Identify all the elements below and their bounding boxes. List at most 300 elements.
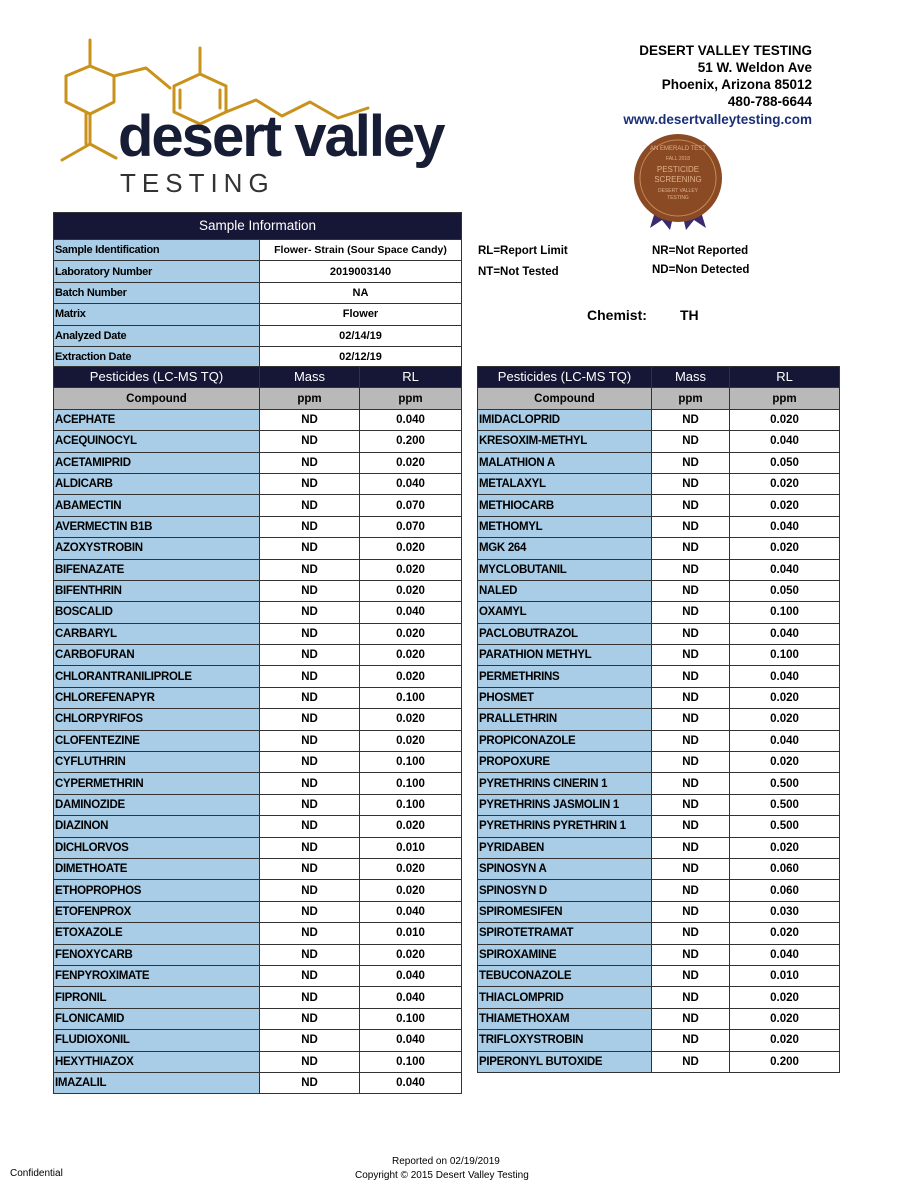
table-row [54,752,462,773]
compound-name: CHLOREFENAPYR [54,687,260,708]
rl-value: 0.100 [360,752,462,773]
compound-name: FIPRONIL [54,987,260,1008]
compound-name: NALED [478,580,652,601]
mass-value: ND [652,516,730,537]
mass-value: ND [652,409,730,430]
compound-name: ACETAMIPRID [54,452,260,473]
table-row [54,666,462,687]
logo-wordmark: desert valley [118,104,444,169]
chemist-value: TH [680,307,699,323]
mass-value: ND [260,666,360,687]
mass-value: ND [652,473,730,494]
mass-value: ND [652,495,730,516]
mass-value: ND [652,880,730,901]
rl-value: 0.020 [730,409,840,430]
mass-value: ND [260,880,360,901]
table-row [478,473,840,494]
rl-value: 0.020 [360,709,462,730]
sample-id-value: Flower- Strain (Sour Space Candy) [260,240,462,261]
rl-unit: ppm [360,388,462,409]
rl-value: 0.020 [730,473,840,494]
table-row [54,709,462,730]
rl-value: 0.020 [360,623,462,644]
compound-name: CLOFENTEZINE [54,730,260,751]
table-row [54,1072,462,1093]
rl-value: 0.020 [730,1030,840,1051]
rl-value: 0.010 [360,837,462,858]
mass-value: ND [652,709,730,730]
rl-value: 0.040 [730,559,840,580]
mass-value: ND [260,837,360,858]
compound-name: PRALLETHRIN [478,709,652,730]
rl-value: 0.070 [360,495,462,516]
rl-value: 0.100 [360,1008,462,1029]
rl-header: RL [730,367,840,388]
table-row [478,837,840,858]
logo-subtitle: TESTING [120,168,275,198]
compound-name: SPIROMESIFEN [478,901,652,922]
table-row [478,752,840,773]
rl-value: 0.020 [360,645,462,666]
mass-value: ND [652,452,730,473]
matrix-value: Flower [260,304,462,325]
table-row [54,965,462,986]
table-row [54,623,462,644]
compound-name: PYRIDABEN [478,837,652,858]
compound-name: FLONICAMID [54,1008,260,1029]
rl-value: 0.020 [360,452,462,473]
mass-value: ND [260,773,360,794]
lab-name: DESERT VALLEY TESTING [639,43,812,58]
mass-value: ND [652,752,730,773]
compound-name: TRIFLOXYSTROBIN [478,1030,652,1051]
table-row [478,431,840,452]
rl-value: 0.020 [730,1008,840,1029]
mass-value: ND [652,837,730,858]
rl-value: 0.010 [730,965,840,986]
table-row [54,858,462,879]
table-row [478,538,840,559]
table-row [54,495,462,516]
compound-name: PYRETHRINS JASMOLIN 1 [478,794,652,815]
mass-value: ND [260,816,360,837]
mass-value: ND [260,473,360,494]
compound-name: CHLORPYRIFOS [54,709,260,730]
table-row [478,1008,840,1029]
compound-name: PHOSMET [478,687,652,708]
table-row [54,516,462,537]
mass-value: ND [652,901,730,922]
mass-value: ND [652,602,730,623]
rl-value: 0.020 [360,580,462,601]
mass-value: ND [260,452,360,473]
analyzed-date-label: Analyzed Date [54,325,260,346]
analyzed-date-value: 02/14/19 [260,325,462,346]
rl-value: 0.100 [730,602,840,623]
table-row [478,794,840,815]
rl-value: 0.020 [360,559,462,580]
extraction-date-label: Extraction Date [54,346,260,367]
mass-value: ND [260,965,360,986]
mass-value: ND [260,687,360,708]
rl-value: 0.100 [360,794,462,815]
compound-name: MALATHION A [478,452,652,473]
compound-name: PYRETHRINS CINERIN 1 [478,773,652,794]
table-row [54,773,462,794]
rl-value: 0.500 [730,773,840,794]
mass-value: ND [260,516,360,537]
compound-name: OXAMYL [478,602,652,623]
mass-value: ND [260,709,360,730]
compound-name: DICHLORVOS [54,837,260,858]
mass-unit: ppm [652,388,730,409]
compound-name: CARBARYL [54,623,260,644]
rl-value: 0.020 [360,730,462,751]
table-row [54,409,462,430]
lab-website-link[interactable]: www.desertvalleytesting.com [623,112,812,127]
compound-name: PIPERONYL BUTOXIDE [478,1051,652,1072]
table-row [478,409,840,430]
seal-line: SCREENING [654,175,702,184]
rl-header: RL [360,367,462,388]
compound-name: SPINOSYN A [478,858,652,879]
table-row [54,837,462,858]
compound-name: ALDICARB [54,473,260,494]
mass-value: ND [652,1051,730,1072]
legend-nd: ND=Non Detected [652,264,750,276]
table-row [54,602,462,623]
mass-value: ND [652,773,730,794]
compound-name: CYFLUTHRIN [54,752,260,773]
rl-value: 0.020 [730,709,840,730]
compound-name: SPIROTETRAMAT [478,923,652,944]
rl-value: 0.020 [730,987,840,1008]
mass-value: ND [652,858,730,879]
rl-value: 0.020 [360,816,462,837]
rl-value: 0.020 [360,880,462,901]
table-row [54,431,462,452]
chemist-label: Chemist: [587,307,647,323]
table-row [54,944,462,965]
rl-value: 0.020 [360,666,462,687]
mass-value: ND [260,580,360,601]
mass-unit: ppm [260,388,360,409]
table-row [478,901,840,922]
mass-value: ND [260,409,360,430]
sample-id-label: Sample Identification [54,240,260,261]
rl-value: 0.040 [730,944,840,965]
batch-number-value: NA [260,282,462,303]
rl-value: 0.500 [730,816,840,837]
rl-unit: ppm [730,388,840,409]
mass-value: ND [260,858,360,879]
rl-value: 0.500 [730,794,840,815]
compound-name: METHIOCARB [478,495,652,516]
rl-value: 0.050 [730,580,840,601]
rl-value: 0.010 [360,923,462,944]
table-row [54,580,462,601]
rl-value: 0.040 [360,1030,462,1051]
table-row [478,645,840,666]
mass-value: ND [260,730,360,751]
mass-value: ND [652,965,730,986]
mass-value: ND [260,431,360,452]
seal-line: PESTICIDE [656,165,700,174]
compound-name: THIAMETHOXAM [478,1008,652,1029]
mass-value: ND [652,1030,730,1051]
seal-line: AN EMERALD TEST [650,146,706,152]
mass-value: ND [260,623,360,644]
table-row [478,623,840,644]
table-row [54,473,462,494]
compound-name: ETOFENPROX [54,901,260,922]
table-row [478,602,840,623]
table-row [54,794,462,815]
rl-value: 0.100 [360,773,462,794]
mass-value: ND [652,1008,730,1029]
pesticides-table-right [477,366,840,1073]
compound-name: ETHOPROPHOS [54,880,260,901]
table-title: Pesticides (LC-MS TQ) [478,367,652,388]
rl-value: 0.040 [360,965,462,986]
table-row [54,1008,462,1029]
compound-name: BIFENTHRIN [54,580,260,601]
table-row [478,923,840,944]
mass-value: ND [260,1072,360,1093]
mass-value: ND [260,495,360,516]
rl-value: 0.020 [730,538,840,559]
mass-value: ND [260,538,360,559]
mass-header: Mass [260,367,360,388]
table-row [54,687,462,708]
rl-value: 0.040 [730,431,840,452]
table-row [54,645,462,666]
mass-value: ND [652,816,730,837]
compound-name: IMAZALIL [54,1072,260,1093]
compound-name: SPINOSYN D [478,880,652,901]
table-row [478,730,840,751]
compound-name: TEBUCONAZOLE [478,965,652,986]
table-row [478,1051,840,1072]
mass-value: ND [260,1008,360,1029]
rl-value: 0.020 [730,752,840,773]
table-row [478,559,840,580]
table-row [54,816,462,837]
pesticide-screening-seal-icon [628,132,728,232]
table-row [478,858,840,879]
mass-value: ND [652,623,730,644]
table-row [54,730,462,751]
table-row [478,452,840,473]
rl-value: 0.020 [360,538,462,559]
rl-value: 0.020 [730,837,840,858]
pesticides-table-left [53,366,462,1094]
rl-value: 0.040 [730,730,840,751]
extraction-date-value: 02/12/19 [260,346,462,367]
mass-value: ND [652,559,730,580]
compound-name: DIMETHOATE [54,858,260,879]
rl-value: 0.040 [730,666,840,687]
rl-value: 0.040 [360,901,462,922]
table-title: Pesticides (LC-MS TQ) [54,367,260,388]
table-row [478,1030,840,1051]
rl-value: 0.040 [360,1072,462,1093]
rl-value: 0.020 [730,923,840,944]
rl-value: 0.200 [360,431,462,452]
rl-value: 0.040 [360,987,462,1008]
table-row [54,538,462,559]
matrix-label: Matrix [54,304,260,325]
table-row [478,944,840,965]
compound-name: AZOXYSTROBIN [54,538,260,559]
compound-name: METALAXYL [478,473,652,494]
table-row [54,559,462,580]
mass-header: Mass [652,367,730,388]
compound-name: DAMINOZIDE [54,794,260,815]
rl-value: 0.020 [730,687,840,708]
rl-value: 0.030 [730,901,840,922]
compound-name: DIAZINON [54,816,260,837]
compound-name: SPIROXAMINE [478,944,652,965]
rl-value: 0.100 [360,687,462,708]
mass-value: ND [260,987,360,1008]
mass-value: ND [652,666,730,687]
compound-name: ACEQUINOCYL [54,431,260,452]
mass-value: ND [652,794,730,815]
table-row [478,965,840,986]
legend-nr: NR=Not Reported [652,245,749,257]
compound-name: PERMETHRINS [478,666,652,687]
rl-value: 0.020 [360,858,462,879]
mass-value: ND [260,794,360,815]
rl-value: 0.040 [360,409,462,430]
batch-number-label: Batch Number [54,282,260,303]
legend-rl: RL=Report Limit [478,245,568,257]
table-row [478,709,840,730]
table-row [478,666,840,687]
table-row [54,880,462,901]
rl-value: 0.100 [730,645,840,666]
compound-name: MYCLOBUTANIL [478,559,652,580]
compound-name: THIACLOMPRID [478,987,652,1008]
compound-name: PYRETHRINS PYRETHRIN 1 [478,816,652,837]
rl-value: 0.040 [730,623,840,644]
compound-name: ABAMECTIN [54,495,260,516]
mass-value: ND [260,1030,360,1051]
table-row [54,1030,462,1051]
mass-value: ND [260,752,360,773]
rl-value: 0.100 [360,1051,462,1072]
legend-nt: NT=Not Tested [478,266,559,278]
mass-value: ND [652,687,730,708]
compound-name: PACLOBUTRAZOL [478,623,652,644]
compound-name: METHOMYL [478,516,652,537]
sample-information-table [53,212,462,368]
table-row [478,773,840,794]
mass-value: ND [652,580,730,601]
mass-value: ND [260,1051,360,1072]
rl-value: 0.050 [730,452,840,473]
compound-name: CHLORANTRANILIPROLE [54,666,260,687]
mass-value: ND [652,944,730,965]
rl-value: 0.040 [730,516,840,537]
compound-name: AVERMECTIN B1B [54,516,260,537]
mass-value: ND [260,645,360,666]
compound-header: Compound [54,388,260,409]
mass-value: ND [260,602,360,623]
confidential-label: Confidential [10,1168,63,1179]
lab-city: Phoenix, Arizona 85012 [661,77,812,92]
mass-value: ND [652,645,730,666]
table-row [478,495,840,516]
mass-value: ND [260,944,360,965]
table-row [54,901,462,922]
table-row [54,452,462,473]
reported-date: Reported on 02/19/2019 [392,1156,500,1167]
mass-value: ND [652,431,730,452]
sample-information-header: Sample Information [54,213,462,240]
compound-name: MGK 264 [478,538,652,559]
seal-line: DESERT VALLEY [657,188,699,194]
compound-name: FENOXYCARB [54,944,260,965]
seal-line: FALL 2018 [665,156,691,162]
mass-value: ND [260,923,360,944]
compound-name: HEXYTHIAZOX [54,1051,260,1072]
compound-name: CYPERMETHRIN [54,773,260,794]
mass-value: ND [652,730,730,751]
compound-name: PROPICONAZOLE [478,730,652,751]
table-row [478,987,840,1008]
lab-number-label: Laboratory Number [54,261,260,282]
compound-name: KRESOXIM-METHYL [478,431,652,452]
table-row [54,1051,462,1072]
compound-name: FLUDIOXONIL [54,1030,260,1051]
rl-value: 0.200 [730,1051,840,1072]
rl-value: 0.070 [360,516,462,537]
compound-name: ETOXAZOLE [54,923,260,944]
mass-value: ND [652,923,730,944]
compound-name: CARBOFURAN [54,645,260,666]
rl-value: 0.060 [730,880,840,901]
table-row [54,923,462,944]
table-row [54,987,462,1008]
compound-name: PARATHION METHYL [478,645,652,666]
compound-name: BIFENAZATE [54,559,260,580]
rl-value: 0.060 [730,858,840,879]
compound-name: PROPOXURE [478,752,652,773]
lab-street: 51 W. Weldon Ave [697,60,812,75]
compound-name: BOSCALID [54,602,260,623]
mass-value: ND [260,559,360,580]
lab-number-value: 2019003140 [260,261,462,282]
compound-name: ACEPHATE [54,409,260,430]
table-row [478,580,840,601]
compound-header: Compound [478,388,652,409]
mass-value: ND [260,901,360,922]
compound-name: FENPYROXIMATE [54,965,260,986]
rl-value: 0.040 [360,602,462,623]
copyright-text: Copyright © 2015 Desert Valley Testing [355,1170,529,1181]
table-row [478,880,840,901]
compound-name: IMIDACLOPRID [478,409,652,430]
rl-value: 0.020 [730,495,840,516]
rl-value: 0.020 [360,944,462,965]
mass-value: ND [652,538,730,559]
table-row [478,516,840,537]
table-row [478,816,840,837]
seal-line: TESTING [667,195,689,201]
lab-phone: 480-788-6644 [727,94,812,109]
